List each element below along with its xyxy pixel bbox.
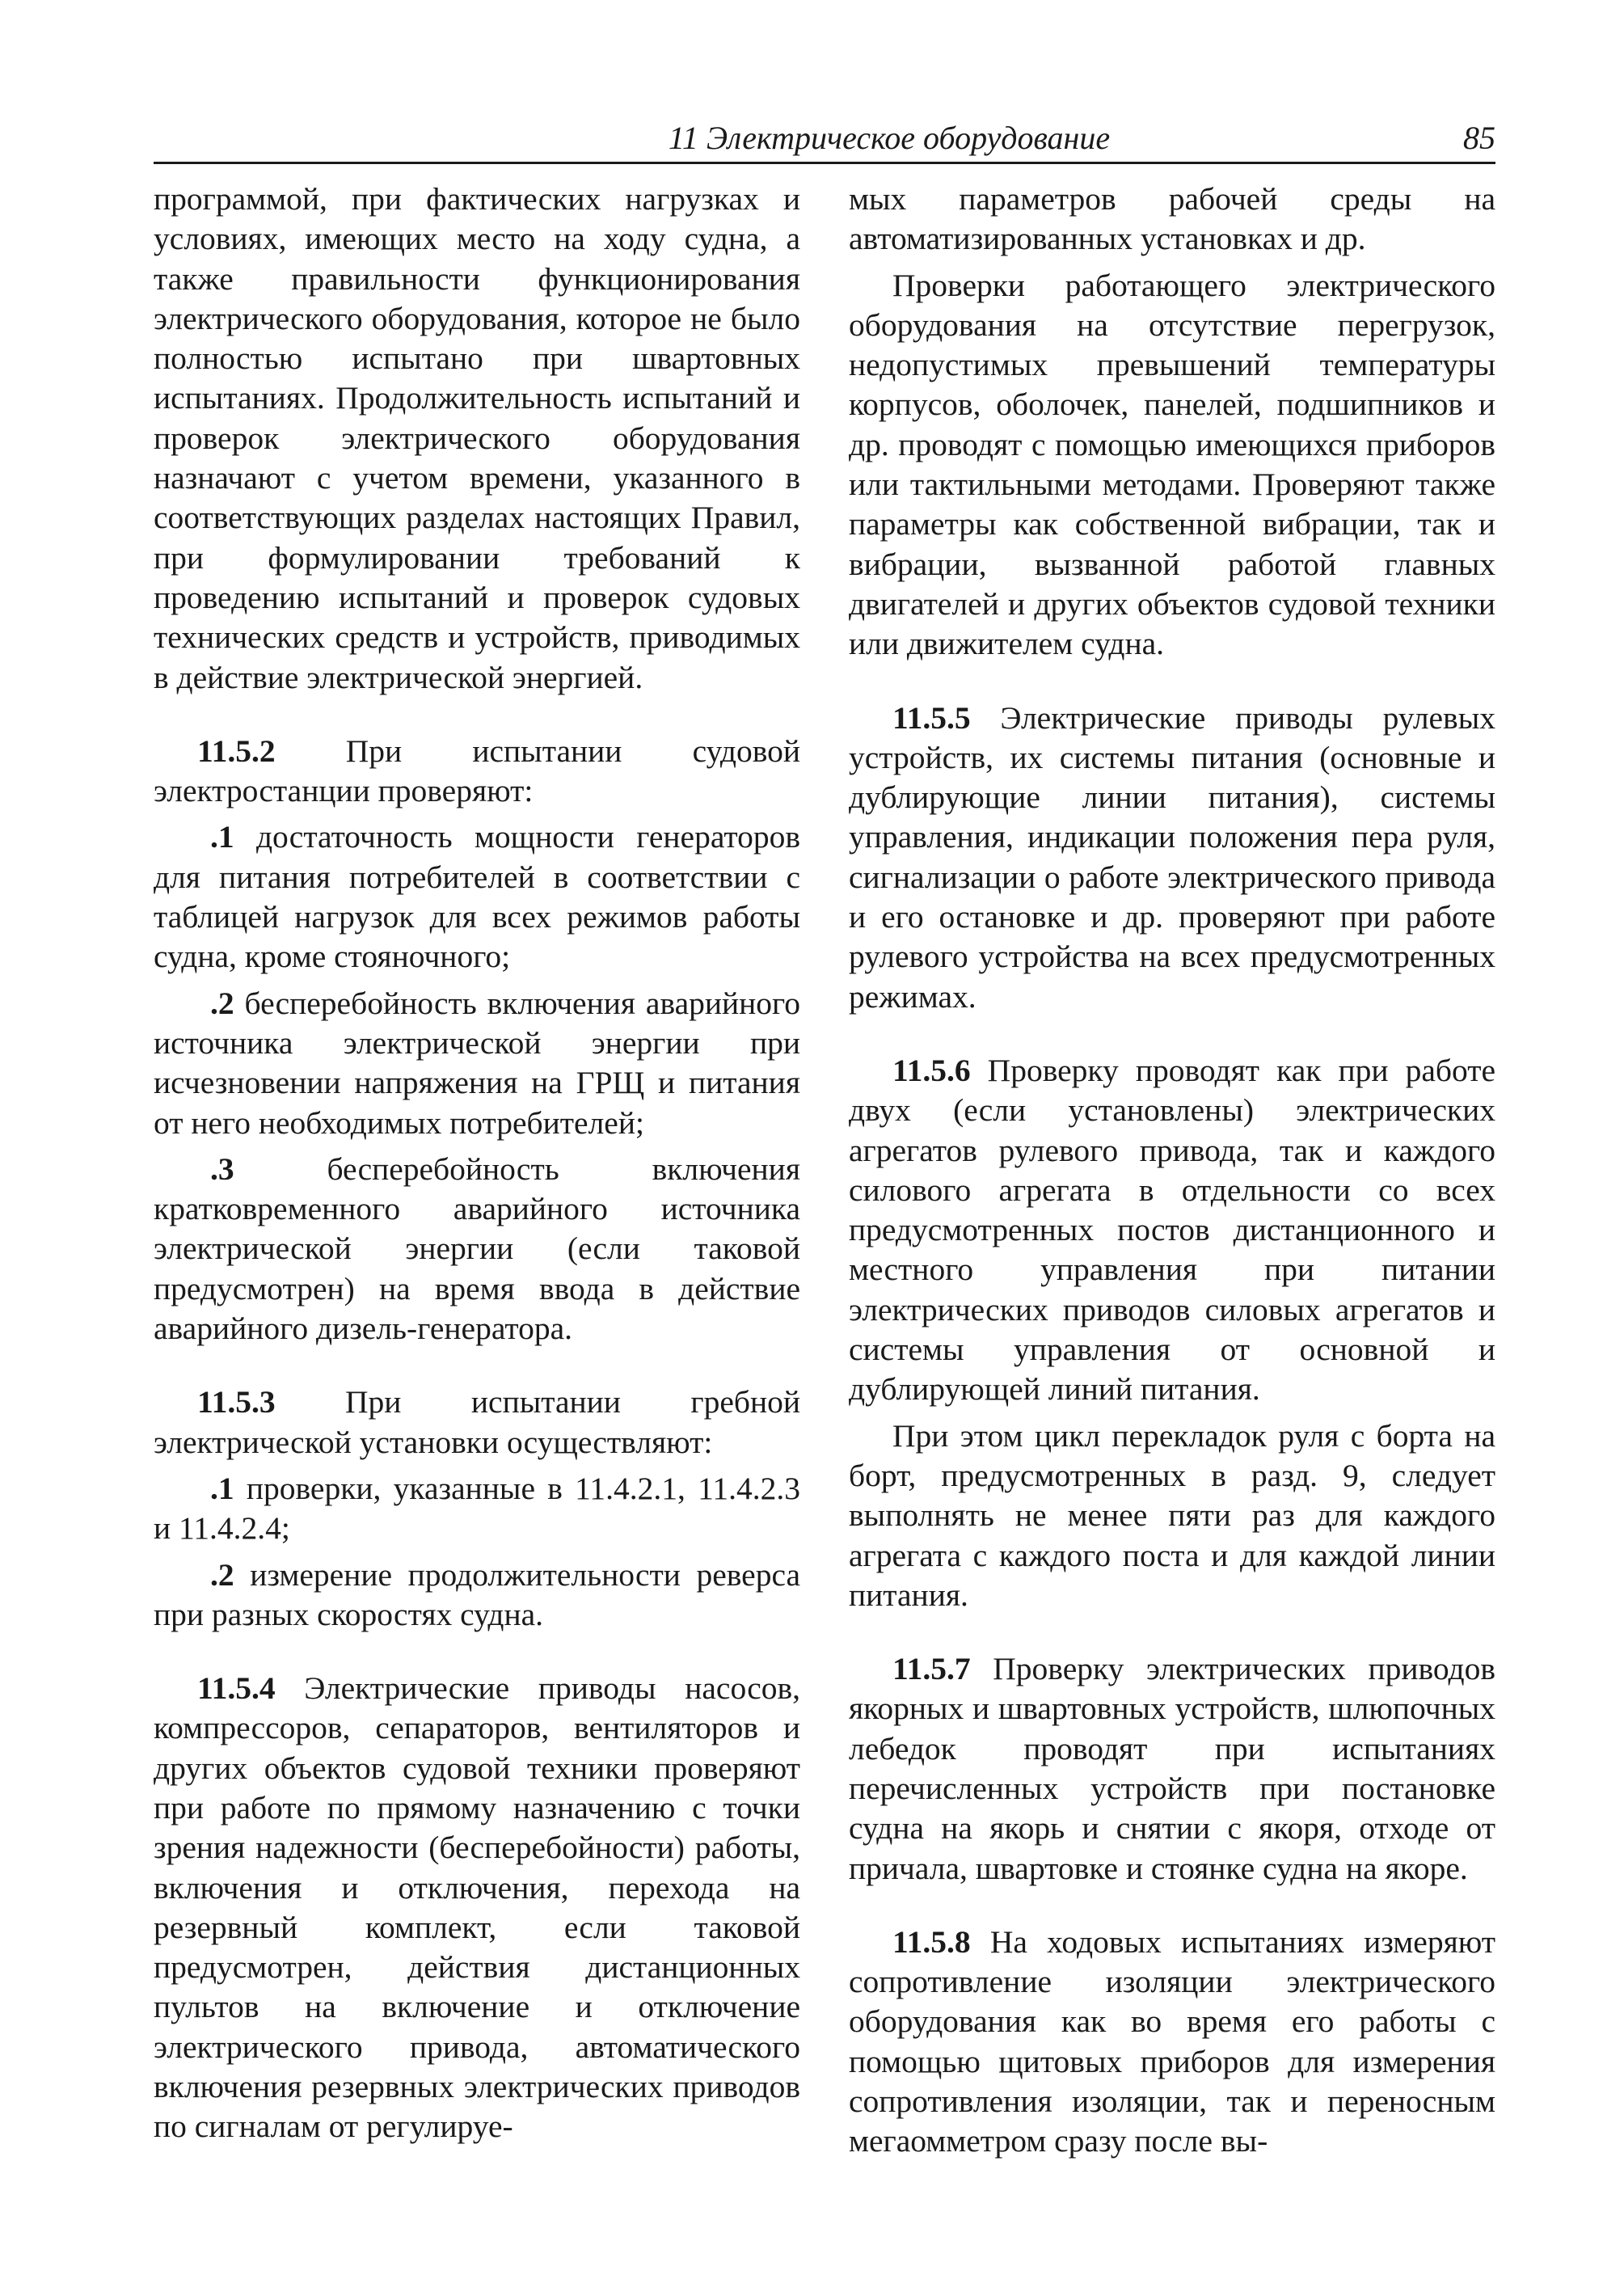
clause-number: 11.5.5 bbox=[892, 699, 971, 736]
clause-number: 11.5.2 bbox=[197, 732, 276, 769]
clause-11-5-4: 11.5.4 Электрические приводы насосов, компрессоров, сепараторов, вентиляторов и других объектов судовой техники проверяют при работе по прямому назначению с точки зрения надежности (бесперебойности) работы, включения и отключения, перехода на резервный комплект, если таковой предусмотрен, действия дистанционных пультов на включение и отключение электрического привода, автоматического включения резервных электрических приводов по сигналам от регулируе- bbox=[154, 1670, 801, 2145]
clause-item: .1 достаточность мощности генераторов для питания потребителей в соответствии с таблицей нагрузок для всех режимов работы судна, кроме стояночного; bbox=[154, 819, 800, 975]
clause-number: 11.5.3 bbox=[197, 1384, 276, 1420]
clause-number: 11.5.8 bbox=[892, 1923, 971, 1960]
clause-11-5-6: 11.5.6 Проверку проводят как при работе двух (если установлены) электрических агрегатов рулевого привода, так и каждого силового агрегата в отдельности со всех предусмотренных постов дистанционного и местного управления при питании электрических приводов силовых агрегатов и системы управления от основной и дублирующей линий питания. bbox=[849, 1052, 1496, 1408]
clause-item: .1 проверки, указанные в 11.4.2.1, 11.4.2.3 и 11.4.2.4; bbox=[154, 1470, 801, 1547]
clause-number: 11.5.7 bbox=[892, 1651, 971, 1687]
chapter-title: 11 Электрическое оборудование bbox=[668, 120, 1111, 156]
paragraph-continuation: программой, при фактических нагрузках и условиях, имеющих место на ходу судна, а также правильности функционирования электрического оборудования, которое не было полностью испытано при швартовных испытаниях. Продолжительность испытаний и проверок электрического оборудования назначают с учетом времени, указанного в соответствующих разделах настоящих Правил, при формулировании требований к проведению испытаний и проверок судовых технических средств и устройств, приводимых в действие электрической энергией. bbox=[154, 181, 800, 695]
clause-number: 11.5.6 bbox=[892, 1052, 971, 1088]
paragraph: Проверки работающего электрического оборудования на отсутствие перегрузок, недопустимых превышений температуры корпусов, оболочек, панелей, подшипников и др. проводят с помощью имеющихся приборов или тактильными методами. Проверяют также параметры как собственной вибрации, так и вибрации, вызванной работой главных двигателей и других объектов судовой техники или движителем судна. bbox=[849, 267, 1495, 662]
item-number: .1 bbox=[210, 819, 234, 855]
right-column bbox=[849, 179, 1495, 2168]
item-number: .2 bbox=[210, 985, 234, 1021]
clause-number: 11.5.4 bbox=[197, 1670, 276, 1707]
clause-11-5-3: 11.5.3 При испытании гребной электрической установки осуществляют: bbox=[154, 1384, 800, 1460]
item-number: .3 bbox=[210, 1150, 234, 1187]
item-number: .1 bbox=[210, 1470, 234, 1506]
clause-11-5-5: 11.5.5 Электрические приводы рулевых устройств, их системы питания (основные и дублирующие линии питания), системы управления, индикации положения пера руля, сигнализации о работе электрического привода и его остановке и др. проверяют при работе рулевого устройства на всех предусмотренных режимах. bbox=[849, 699, 1496, 1015]
clause-item: .3 бесперебойность включения кратковременного аварийного источника электрической энергии (если таковой предусмотрен) на время ввода в действие аварийного дизель-генератора. bbox=[154, 1150, 800, 1347]
left-column bbox=[154, 179, 800, 2154]
item-number: .2 bbox=[210, 1556, 234, 1593]
clause-item: .2 измерение продолжительности реверса при разных скоростях судна. bbox=[154, 1556, 801, 1632]
clause-11-5-7: 11.5.7 Проверку электрических приводов якорных и швартовных устройств, шлюпочных лебедок проводят при испытаниях перечисленных устройств при постановке судна на якорь и снятии с якоря, отходе от причала, швартовке и стоянке судна на якоре. bbox=[849, 1651, 1495, 1886]
clause-11-5-2: 11.5.2 При испытании судовой электростанции проверяют: bbox=[154, 732, 800, 809]
clause-11-5-8: 11.5.8 На ходовых испытаниях измеряют сопротивление изоляции электрического оборудования как во время его работы с помощью щитовых приборов для измерения сопротивления изоляции, так и переносным мегаомметром сразу после вы- bbox=[849, 1923, 1496, 2159]
running-header bbox=[154, 118, 1495, 164]
paragraph: При этом цикл перекладок руля с борта на борт, предусмотренных в разд. 9, следует выполнять не менее пяти раз для каждого агрегата с каждого поста и для каждой линии питания. bbox=[849, 1417, 1495, 1613]
paragraph-continuation: мых параметров рабочей среды на автоматизированных установках и др. bbox=[849, 181, 1495, 257]
page-number: 85 bbox=[1463, 120, 1495, 156]
clause-item: .2 бесперебойность включения аварийного источника электрической энергии при исчезновении напряжения на ГРЩ и питания от него необходимых потребителей; bbox=[154, 985, 800, 1141]
